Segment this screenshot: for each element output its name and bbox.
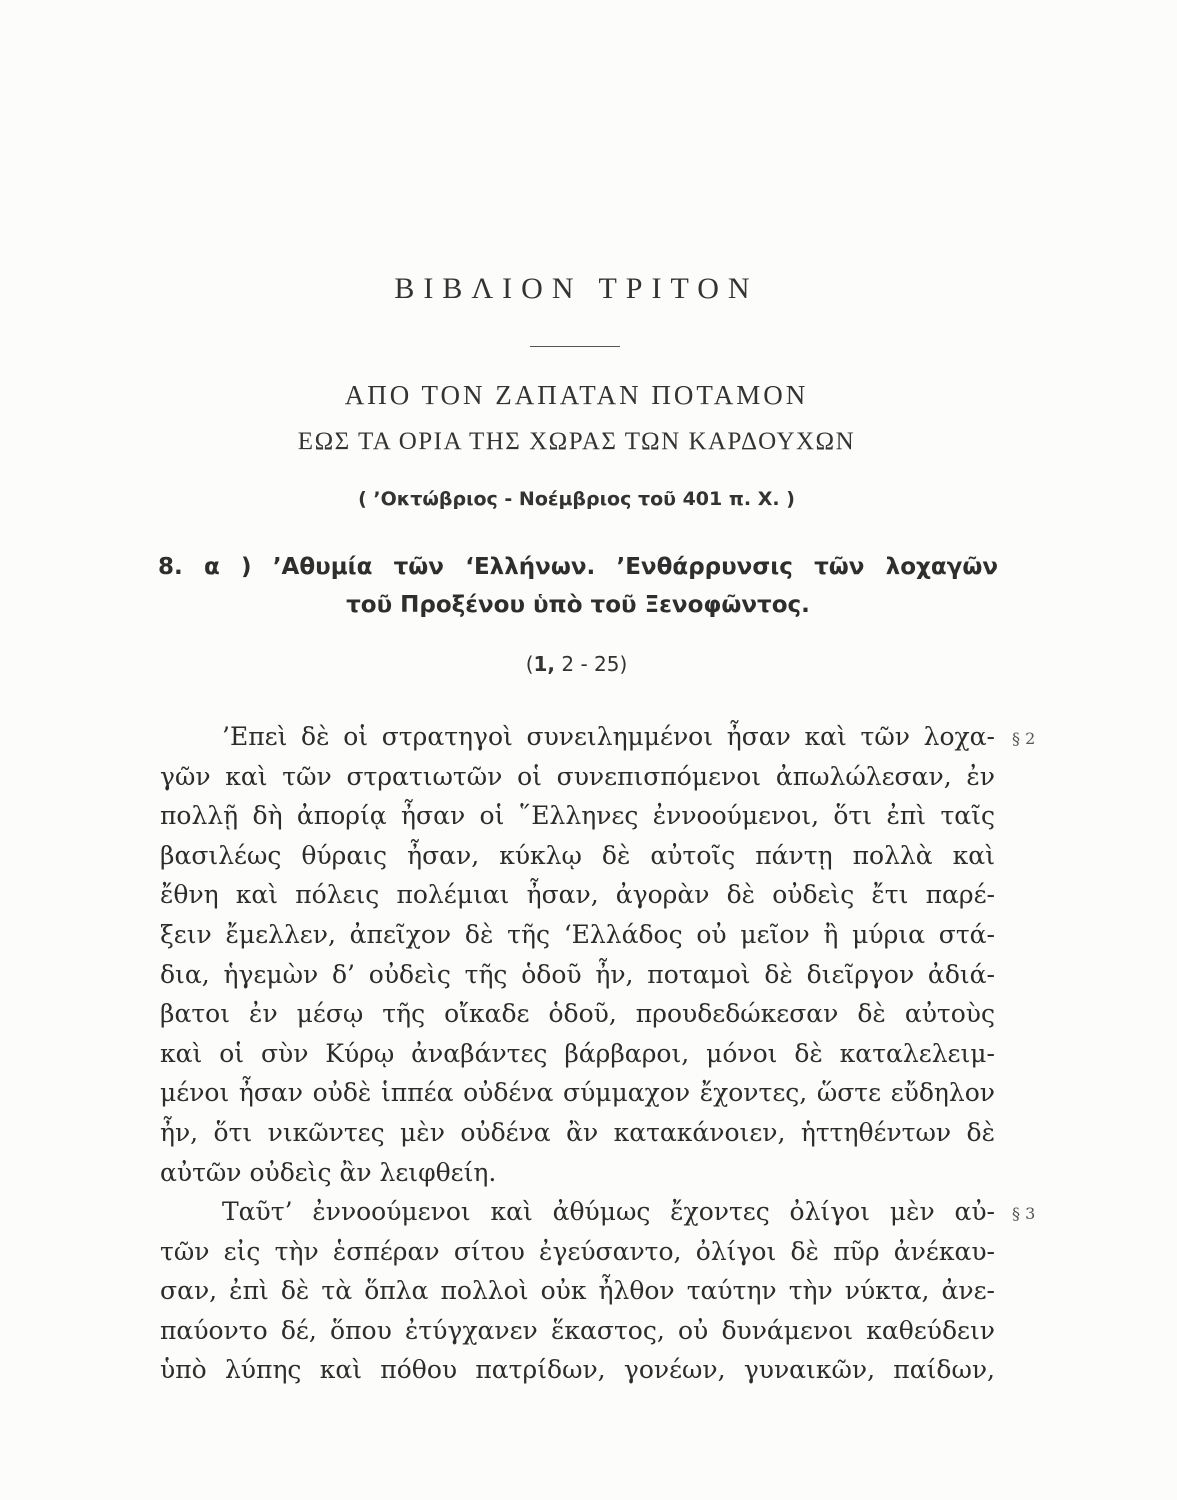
text-line: καὶ οἱ σὺν Κύρῳ ἀναβάντες βάρβαροι, μόνοι δὲ καταλελειμ- (160, 1038, 995, 1068)
text-line: ὑπὸ λύπης καὶ πόθου πατρίδων, γονέων, γυναικῶν, παίδων, (160, 1355, 995, 1385)
text-line: ἔθνη καὶ πόλεις πολέμιαι ἦσαν, ἀγορὰν δὲ οὐδεὶς ἔτι παρέ- (160, 880, 995, 910)
section-title-line-1: 8. α ) ’Αθυμία τῶν ‘Ελλήνων. ’Ενθάρρυνσις τῶν λοχαγῶν (158, 554, 998, 580)
section-title (158, 548, 998, 624)
text-line: βασιλέως θύραις ἦσαν, κύκλῳ δὲ αὐτοῖς πάντῃ πολλὰ καὶ (160, 840, 995, 870)
reference-open: ( (525, 652, 534, 676)
text-line: ’Επεὶ δὲ οἱ στρατηγοὶ συνειλημμένοι ἦσαν καὶ τῶν λοχα- (222, 722, 995, 751)
chapter-heading-line-1: ΑΠΟ ΤΟΝ ΖΑΠΑΤΑΝ ΠΟΤΑΜΟΝ (344, 380, 809, 410)
text-line: ἦν, ὅτι νικῶντες μὲν οὐδένα ἂν κατακάνοιεν, ἡττηθέντων δὲ (160, 1117, 995, 1147)
paragraph-1 (160, 717, 995, 1192)
text-line: πολλῇ δὴ ἀπορίᾳ ἦσαν οἱ ῞Ελληνες ἐννοούμενοι, ὅτι ἐπὶ ταῖς (160, 801, 995, 831)
title-divider (530, 346, 620, 347)
text-line: δια, ἡγεμὼν δ’ οὐδεὶς τῆς ὁδοῦ ἦν, ποταμοὶ δὲ διεῖργον ἀδιά- (160, 959, 995, 989)
book-title: ΒΙΒΛΙΟΝ ΤΡΙΤΟΝ (394, 272, 759, 305)
text-line: γῶν καὶ τῶν στρατιωτῶν οἱ συνεπισπόμενοι ἀπωλώλεσαν, ἐν (160, 761, 995, 791)
section-title-line-2: τοῦ Προξένου ὑπὸ τοῦ Ξενοφῶντος. (346, 592, 810, 618)
text-line: μένοι ἦσαν οὐδὲ ἱππέα οὐδένα σύμμαχον ἔχοντες, ὥστε εὔδηλον (160, 1078, 995, 1108)
text-reference (0, 652, 1153, 676)
reference-rest: 2 - 25) (555, 652, 628, 676)
margin-note-section-3: § 3 (1012, 1204, 1036, 1223)
text-line: σαν, ἐπὶ δὲ τὰ ὅπλα πολλοὶ οὐκ ἦλθον ταύτην τὴν νύκτα, ἀνε- (160, 1276, 995, 1306)
text-line: βατοι ἐν μέσῳ τῆς οἴκαδε ὁδοῦ, προυδεδώκεσαν δὲ αὐτοὺς (160, 999, 995, 1029)
reference-bold: 1, (533, 652, 556, 676)
text-line: ξειν ἔμελλεν, ἀπεῖχον δὲ τῆς ‘Ελλάδος οὐ μεῖον ἢ μύρια στά- (160, 919, 995, 949)
text-line: αὐτῶν οὐδεὶς ἂν λειφθείη. (160, 1157, 497, 1187)
text-line: παύοντο δέ, ὅπου ἐτύγχανεν ἕκαστος, οὐ δυνάμενοι καθεύδειν (160, 1315, 995, 1345)
text-line: τῶν εἰς τὴν ἑσπέραν σίτου ἐγεύσαντο, ὀλίγοι δὲ πῦρ ἀνέκαυ- (160, 1236, 995, 1266)
date-note: ( ’Οκτώβριος - Νοέμβριος τοῦ 401 π. Χ. ) (358, 488, 795, 510)
chapter-heading-line-2: ΕΩΣ ΤΑ ΟΡΙΑ ΤΗΣ ΧΩΡΑΣ ΤΩΝ ΚΑΡΔΟΥΧΩΝ (297, 428, 856, 455)
margin-note-section-2: § 2 (1012, 729, 1036, 748)
paragraph-2 (160, 1192, 995, 1390)
text-line: Ταῦτ’ ἐννοούμενοι καὶ ἀθύμως ἔχοντες ὀλίγοι μὲν αὐ- (222, 1197, 995, 1226)
